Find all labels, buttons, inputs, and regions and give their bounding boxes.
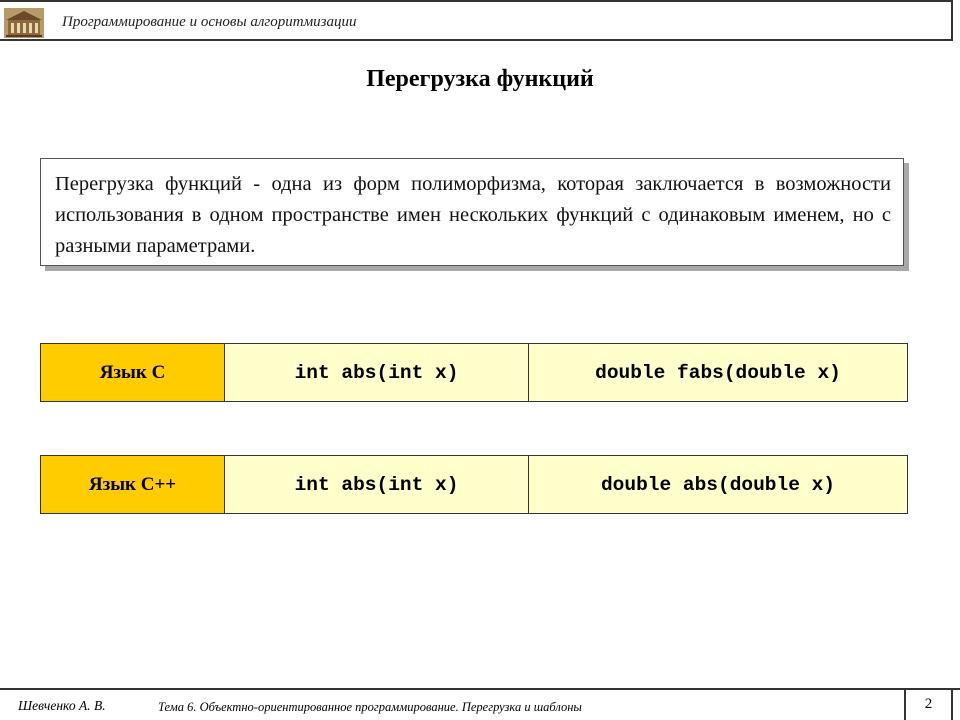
building-logo-icon [4,8,44,38]
language-label: Язык С++ [41,456,225,514]
language-cpp-table [40,455,908,514]
page-number: 2 [924,696,933,712]
table-row [41,344,908,402]
footer-author: Шевченко А. В. [18,698,106,713]
footer-topic: Тема 6. Объектно-ориентированное программирование. Перегрузка и шаблоны [158,700,582,714]
language-label: Язык С [41,344,225,402]
slide-title: Перегрузка функций [366,66,594,92]
page-number-box [904,690,953,720]
definition-box [40,158,904,266]
course-title: Программирование и основы алгоритмизации [62,14,357,30]
code-signature: int abs(int x) [225,344,529,402]
code-signature: double fabs(double x) [529,344,908,402]
code-signature: double abs(double x) [529,456,908,514]
language-c-table [40,343,908,402]
table-row [41,456,908,514]
code-signature: int abs(int x) [225,456,529,514]
footer-bar [0,688,960,720]
definition-text: Перегрузка функций - одна из форм полиморфизма, которая заключается в возможности использования в одном пространстве имен нескольких функций с одинаковым именем, но с разными параметрами. [55,173,891,257]
header-bar [0,0,953,41]
